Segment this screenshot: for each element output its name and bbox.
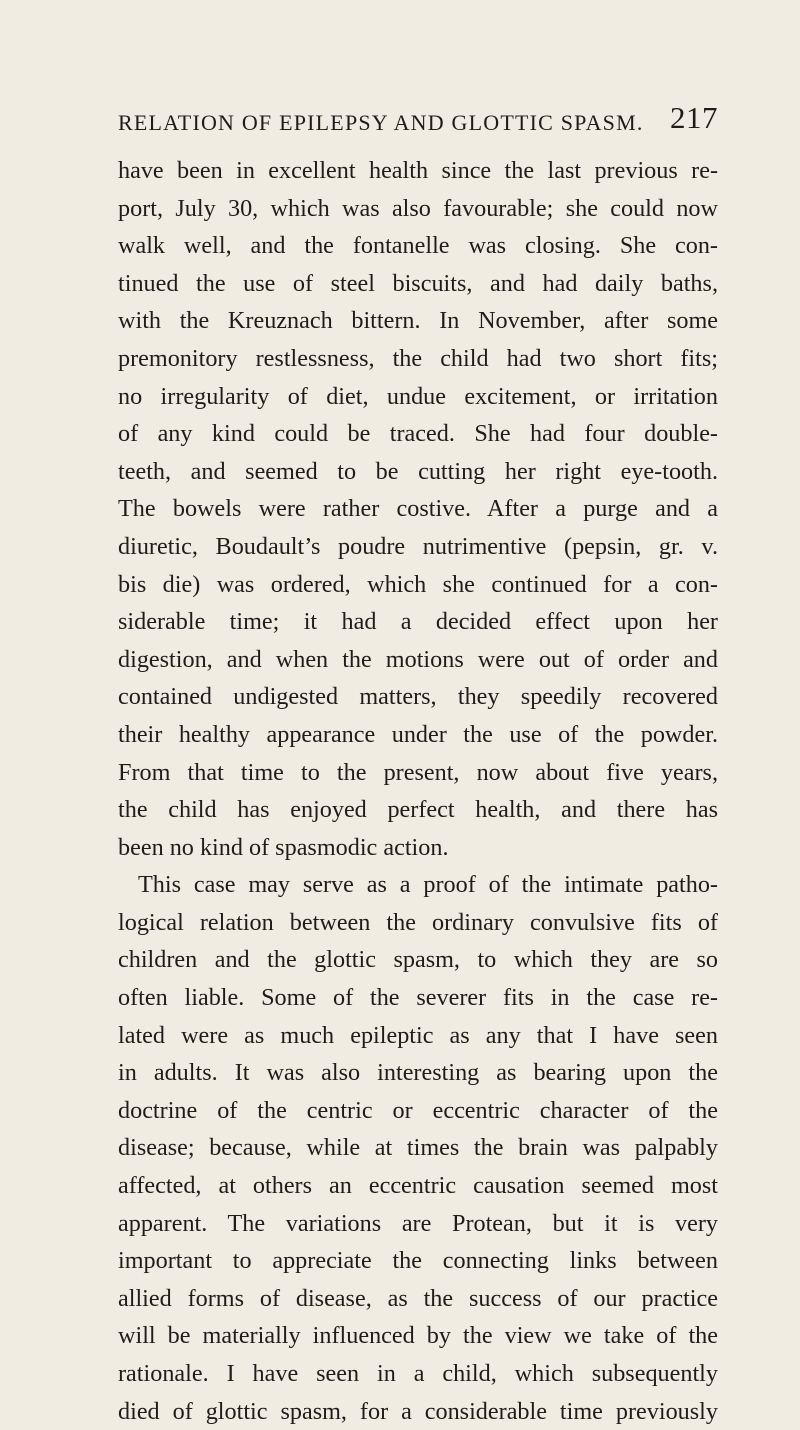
text-line: From that time to the present, now about five years, <box>118 758 718 786</box>
text-line: disease; because, while at times the brain was palpably <box>118 1134 718 1162</box>
text-line: children and the glottic spasm, to which they are so <box>118 946 718 974</box>
text-line: have been in excellent health since the last previous re- <box>118 157 718 184</box>
text-line: affected, at others an eccentric causation seemed most <box>118 1172 718 1200</box>
text-line: with the Kreuznach bittern. In November, after some <box>118 307 718 335</box>
text-line: will be materially influenced by the view we take of the <box>118 1322 718 1350</box>
text-line: siderable time; it had a decided effect upon her <box>118 608 718 636</box>
text-line: apparent. The variations are Protean, but it is very <box>118 1209 718 1237</box>
text-line: been no kind of spasmodic action. <box>118 833 449 861</box>
text-line: important to appreciate the connecting links between <box>118 1247 718 1275</box>
text-line: in adults. It was also interesting as bearing upon the <box>118 1059 718 1087</box>
text-line: teeth, and seemed to be cutting her right eye-tooth. <box>118 457 718 485</box>
text-line: lated were as much epileptic as any that I have seen <box>118 1021 718 1049</box>
text-line: bis die) was ordered, which she continued for a con- <box>118 570 718 598</box>
text-line: the child has enjoyed perfect health, and there has <box>118 796 718 824</box>
text-line: The bowels were rather costive. After a purge and a <box>118 495 718 523</box>
text-line: This case may serve as a proof of the intimate patho- <box>138 871 718 899</box>
text-line: tinued the use of steel biscuits, and had daily baths, <box>118 269 718 297</box>
text-line: contained undigested matters, they speedily recovered <box>118 683 718 711</box>
running-title: RELATION OF EPILEPSY AND GLOTTIC SPASM. <box>118 110 644 135</box>
text-line: rationale. I have seen in a child, which subsequently <box>118 1360 718 1387</box>
text-line: premonitory restlessness, the child had two short fits; <box>118 344 718 372</box>
running-head <box>118 100 718 144</box>
page-number: 217 <box>670 100 718 135</box>
text-line: no irregularity of diet, undue excitement, or irritation <box>118 382 718 410</box>
text-line: port, July 30, which was also favourable; she could now <box>118 194 718 222</box>
text-line: died of glottic spasm, for a considerable time previously <box>118 1397 718 1425</box>
text-line: digestion, and when the motions were out of order and <box>118 645 718 673</box>
text-line: their healthy appearance under the use of the powder. <box>118 720 718 748</box>
text-line: often liable. Some of the severer fits in the case re- <box>118 984 718 1012</box>
text-line: doctrine of the centric or eccentric character of the <box>118 1096 718 1124</box>
text-line: diuretic, Boudault’s poudre nutrimentive (pepsin, gr. v. <box>118 532 718 560</box>
text-line: allied forms of disease, as the success of our practice <box>118 1284 718 1312</box>
text-line: of any kind could be traced. She had four double- <box>118 420 718 448</box>
text-line: logical relation between the ordinary convulsive fits of <box>118 908 718 936</box>
text-line: walk well, and the fontanelle was closing. She con- <box>118 232 718 260</box>
body-text <box>118 152 718 1430</box>
